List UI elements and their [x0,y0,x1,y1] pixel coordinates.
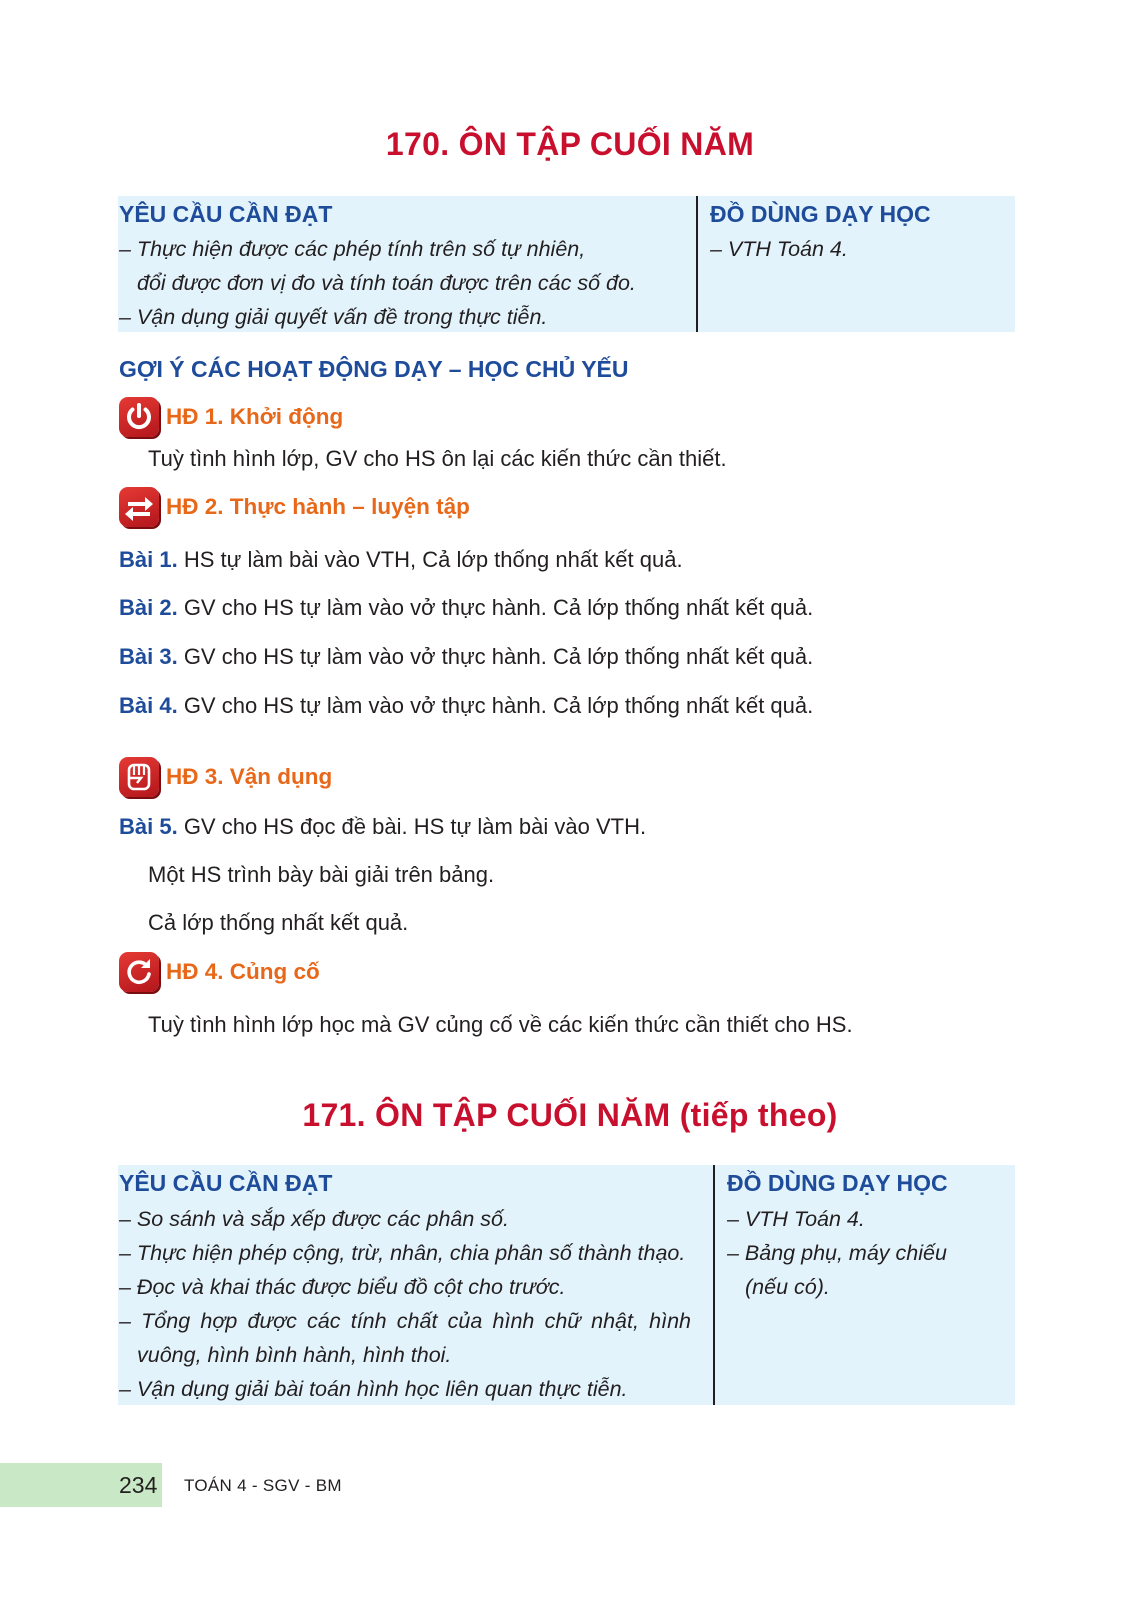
requirement-line: – Tổng hợp được các tính chất của hình chữ nhật, hình [119,1309,691,1333]
info-box-divider [713,1165,715,1405]
fist-icon [119,757,159,797]
hd3-text-line: Một HS trình bày bài giải trên bảng. [148,862,495,887]
materials-heading: ĐỒ DÙNG DẠY HỌC [727,1170,948,1196]
material-line: (nếu có). [745,1275,830,1299]
exercise-label: Bài 3. [119,644,178,669]
exercise-text: GV cho HS tự làm vào vở thực hành. Cả lớp thống nhất kết quả. [177,595,814,620]
hd1-title: HĐ 1. Khởi động [166,404,344,429]
requirement-line: – Đọc và khai thác được biểu đồ cột cho trước. [119,1275,566,1299]
requirements-heading: YÊU CẦU CẦN ĐẠT [119,201,333,227]
exercise-line [119,644,813,670]
requirement-line: vuông, hình bình hành, hình thoi. [137,1343,452,1367]
hd4-title: HĐ 4. Củng cố [166,959,320,984]
exercise-line [119,693,813,719]
requirement-line: – Thực hiện được các phép tính trên số tự nhiên, [119,237,586,261]
exercise-label: Bài 5. [119,814,178,839]
exercise-text: HS tự làm bài vào VTH, Cả lớp thống nhất kết quả. [177,547,683,572]
activities-heading: GỢI Ý CÁC HOẠT ĐỘNG DẠY – HỌC CHỦ YẾU [119,356,629,382]
requirement-line: – Vận dụng giải bài toán hình học liên quan thực tiễn. [119,1377,628,1401]
materials-list [710,232,848,266]
requirement-line: đổi được đơn vị đo và tính toán được trên các số đo. [137,271,636,295]
exercise-label: Bài 1. [119,547,178,572]
exercise-line [119,547,683,573]
page-number: 234 [119,1472,158,1498]
requirements-heading: YÊU CẦU CẦN ĐẠT [119,1170,333,1196]
exercise-label: Bài 4. [119,693,178,718]
lesson-170-title: 170. ÔN TẬP CUỐI NĂM [385,126,755,162]
exercise-text: GV cho HS đọc đề bài. HS tự làm bài vào VTH. [177,814,647,839]
hd2-title: HĐ 2. Thực hành – luyện tập [166,494,470,519]
exercise-line [119,595,813,621]
power-icon [119,397,159,437]
book-title: TOÁN 4 - SGV - BM [184,1476,342,1495]
requirement-line: – Vận dụng giải quyết vấn đề trong thực tiễn. [119,305,548,329]
hd3-title: HĐ 3. Vận dụng [166,764,333,789]
exercise-label: Bài 2. [119,595,178,620]
requirements-list [119,232,636,334]
requirement-line: – Thực hiện phép cộng, trừ, nhân, chia phân số thành thạo. [119,1241,686,1265]
hd4-text: Tuỳ tình hình lớp học mà GV củng cố về các kiến thức cần thiết cho HS. [148,1012,853,1037]
info-box-divider [696,196,698,332]
exercise-text: GV cho HS tự làm vào vở thực hành. Cả lớp thống nhất kết quả. [177,644,814,669]
requirements-list [119,1202,691,1406]
refresh-icon [119,952,159,992]
hd1-text: Tuỳ tình hình lớp, GV cho HS ôn lại các kiến thức cần thiết. [148,446,727,471]
exercise-line [119,814,646,840]
material-line: – VTH Toán 4. [710,237,848,261]
exercise-text: GV cho HS tự làm vào vở thực hành. Cả lớp thống nhất kết quả. [177,693,814,718]
lesson-171-title: 171. ÔN TẬP CUỐI NĂM (tiếp theo) [302,1097,838,1133]
hd3-text-line: Cả lớp thống nhất kết quả. [148,910,409,935]
material-line: – VTH Toán 4. [727,1207,865,1231]
exchange-arrows-icon [119,487,159,527]
material-line: – Bảng phụ, máy chiếu [727,1241,947,1265]
materials-list [727,1202,947,1304]
materials-heading: ĐỒ DÙNG DẠY HỌC [710,201,931,227]
requirement-line: – So sánh và sắp xếp được các phân số. [119,1207,509,1231]
